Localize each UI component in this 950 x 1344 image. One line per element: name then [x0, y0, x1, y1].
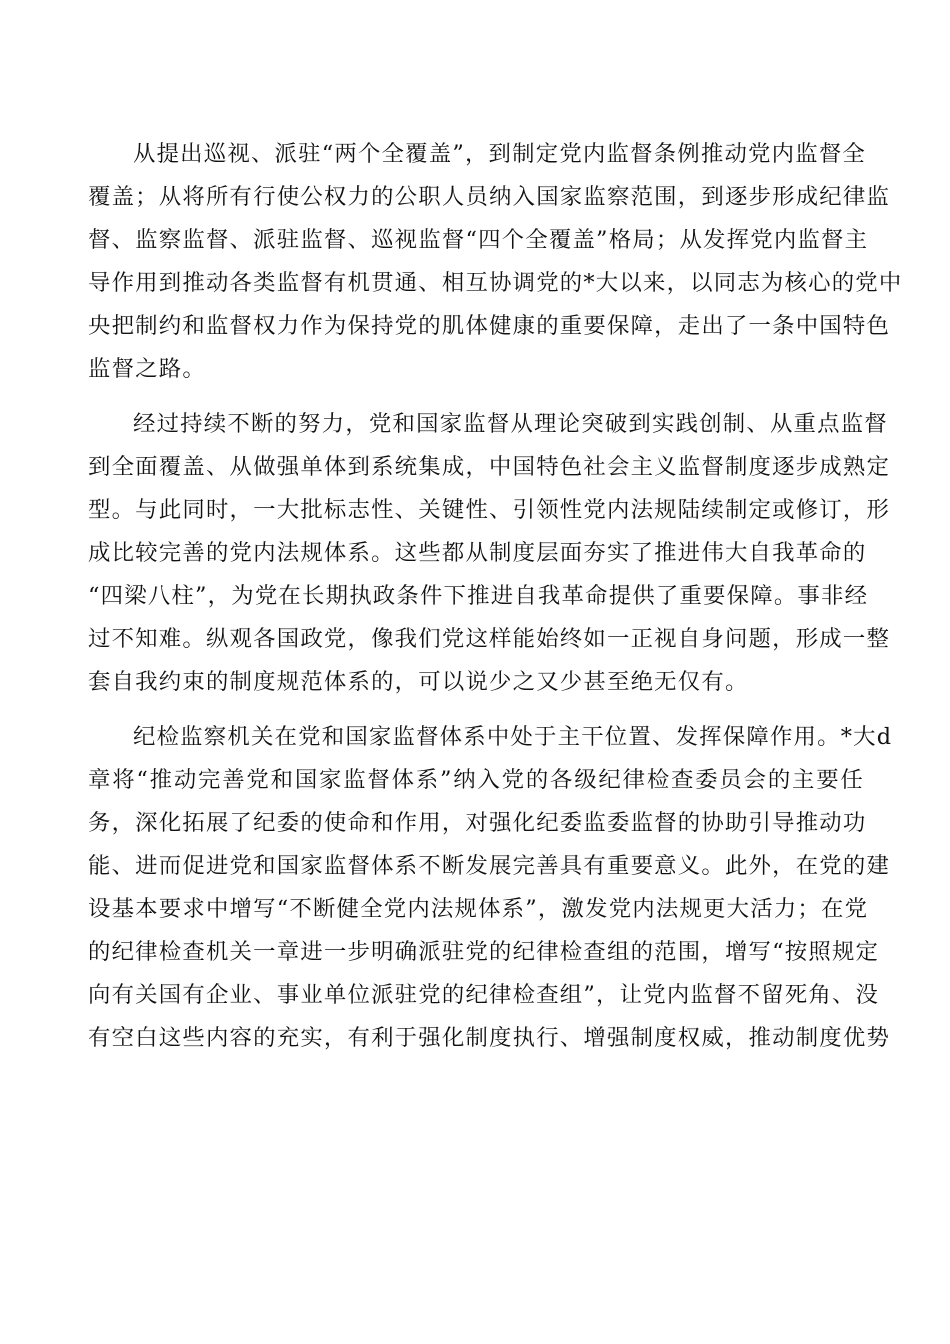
text-line: 章将“推动完善党和国家监督体系”纳入党的各级纪律检查委员会的主要任	[88, 767, 864, 793]
text-line: 成比较完善的党内法规体系。这些都从制度层面夯实了推进伟大自我革命的	[88, 540, 867, 566]
text-line: 督、监察监督、派驻监督、巡视监督“四个全覆盖”格局；从发挥党内监督主	[88, 227, 869, 253]
text-line: 设基本要求中增写“不断健全党内法规体系”，激发党内法规更大活力；在党	[88, 896, 869, 922]
text-line: 监督之路。	[88, 356, 206, 382]
text-line: 的纪律检查机关一章进一步明确派驻党的纪律检查组的范围，增写“按照规定	[88, 939, 880, 965]
text-line: 从提出巡视、派驻“两个全覆盖”，到制定党内监督条例推动党内监督全	[133, 141, 867, 167]
text-line: 到全面覆盖、从做强单体到系统集成，中国特色社会主义监督制度逐步成熟定	[88, 454, 891, 480]
text-line: 型。与此同时，一大批标志性、关键性、引领性党内法规陆续制定或修订，形	[88, 497, 891, 523]
text-line: 经过持续不断的努力，党和国家监督从理论突破到实践创制、从重点监督	[133, 411, 888, 437]
paragraph-2	[88, 403, 891, 704]
text-line: 央把制约和监督权力作为保持党的肌体健康的重要保障，走出了一条中国特色	[88, 313, 891, 339]
text-line: 务，深化拓展了纪委的使命和作用，对强化纪委监委监督的协助引导推动功	[88, 810, 867, 836]
text-line: 有空白这些内容的充实，有利于强化制度执行、增强制度权威，推动制度优势	[88, 1025, 891, 1051]
text-line: 纪检监察机关在党和国家监督体系中处于主干位置、发挥保障作用。*大d	[133, 724, 893, 750]
paragraph-1	[88, 133, 903, 391]
text-line: 套自我约束的制度规范体系的，可以说少之又少甚至绝无仅有。	[88, 669, 749, 695]
document-page	[88, 133, 903, 1072]
paragraph-3	[88, 716, 893, 1060]
text-line: 过不知难。纵观各国政党，像我们党这样能始终如一正视自身问题，形成一整	[88, 626, 891, 652]
text-line: 覆盖；从将所有行使公权力的公职人员纳入国家监察范围，到逐步形成纪律监	[88, 184, 891, 210]
text-line: 导作用到推动各类监督有机贯通、相互协调党的*大以来，以同志为核心的党中	[88, 270, 903, 296]
text-line: 向有关国有企业、事业单位派驻党的纪律检查组”，让党内监督不留死角、没	[88, 982, 880, 1008]
text-line: 能、进而促进党和国家监督体系不断发展完善具有重要意义。此外，在党的建	[88, 853, 891, 879]
text-line: “四梁八柱”，为党在长期执政条件下推进自我革命提供了重要保障。事非经	[88, 583, 869, 609]
